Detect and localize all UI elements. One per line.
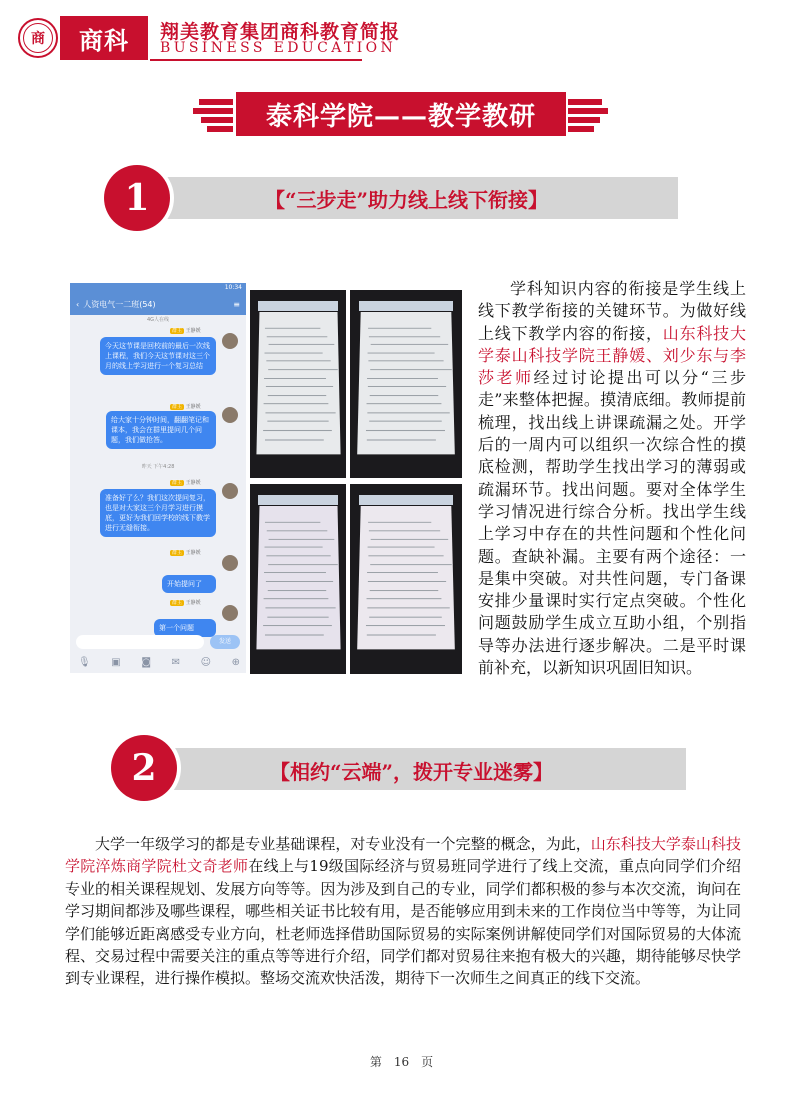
header-divider (150, 59, 362, 61)
seal-text: 商 (31, 31, 45, 47)
menu-icon: ≡ (233, 299, 240, 309)
document-text-line (371, 539, 449, 540)
document-text-line (265, 522, 320, 523)
banner-title: 泰科学院——教学教研 (236, 92, 566, 136)
document-text-line (367, 547, 435, 548)
document-photo (250, 290, 346, 478)
section-2-title: 【相约“云端”，拨开专业迷雾】 (270, 760, 554, 784)
chat-message: 准备好了么？我们这次提问复习，也是对大家这三个月学习进行摸底，更好为我们回学校的线下教学进行无缝衔接。 (100, 489, 216, 537)
sender-tag: 群主 王静媛 (172, 550, 201, 556)
document-text-line (368, 412, 450, 413)
chat-group-name: 人资电气一二班(54) (83, 299, 156, 309)
chat-time-divider: 昨天 下午4:28 (141, 464, 175, 470)
document-text-line (367, 439, 436, 440)
chat-input (76, 635, 204, 649)
document-text-line (369, 555, 444, 556)
document-text-line (367, 634, 436, 635)
document-text-line (368, 581, 446, 582)
document-text-line (265, 439, 324, 440)
chat-message: 第一个问题 (154, 619, 216, 637)
document-text-line (370, 564, 451, 565)
mic-icon: 🎙 (78, 657, 91, 668)
document-text-line (264, 598, 328, 599)
document-text-line (366, 598, 441, 599)
document-photo (250, 484, 346, 674)
document-text-line (266, 336, 327, 337)
document-text-line (266, 555, 330, 556)
document-photo (350, 290, 462, 478)
document-text-line (368, 328, 432, 329)
document-text-line (265, 547, 323, 548)
sender-avatar (222, 605, 238, 621)
image-icon: ▣ (111, 657, 121, 668)
header-title: 翔美教育集团商科教育简报 (160, 21, 401, 43)
document-text-line (263, 430, 331, 431)
sender-avatar (222, 407, 238, 423)
envelope-icon: ✉ (171, 657, 180, 668)
document-text-line (264, 377, 325, 378)
document-text-line (268, 564, 338, 565)
camera-icon: ◙ (141, 657, 152, 668)
document-text-line (369, 530, 440, 531)
document-text-line (367, 572, 438, 573)
document-text-line (268, 344, 334, 345)
chat-send-button: 发送 (210, 635, 240, 649)
document-text-line (267, 590, 326, 591)
section-1-number: 1 (104, 165, 170, 231)
phone-status-bar: 10:34 (70, 283, 246, 293)
document-text-line (369, 361, 444, 362)
banner-stripes-right (566, 98, 608, 134)
document-text-line (266, 386, 333, 387)
highlight-teachers: 山东科技大学泰山科技学院王静媛、刘少东与李莎老师 (478, 323, 746, 388)
document-text-line (370, 369, 451, 370)
chat-group-sub: 4G人在线 (146, 317, 170, 323)
document-text-line (368, 386, 446, 387)
sender-avatar (222, 333, 238, 349)
document-text-line (267, 616, 329, 617)
chat-screenshot (70, 283, 246, 673)
document-text-line (369, 421, 441, 422)
highlight-teacher: 山东科技大学泰山科技学院淬炼商学院杜文奇老师 (65, 835, 741, 876)
document-text-line (263, 625, 331, 626)
chat-toolbar (78, 657, 240, 668)
document-text-line (370, 590, 438, 591)
document-text-line (365, 430, 444, 431)
section-2-number: 2 (111, 735, 177, 801)
document-text-line (266, 581, 333, 582)
document-text-line (265, 634, 324, 635)
document-text-line (370, 395, 438, 396)
document-photo (350, 484, 462, 674)
document-text-line (369, 616, 441, 617)
sender-tag: 群主 王静媛 (172, 404, 201, 410)
document-text-line (368, 522, 432, 523)
document-text-line (367, 377, 438, 378)
document-text-line (265, 412, 336, 413)
document-text-line (265, 328, 320, 329)
chat-message: 给大家十分钟时间，翻翻笔记和课本，我会在群里提问几个问题，我们做抢答。 (106, 411, 216, 449)
document-text-line (368, 607, 450, 608)
sender-tag: 群主 王静媛 (172, 600, 201, 606)
document-text-line (366, 403, 441, 404)
plus-icon: ⊕ (231, 657, 240, 668)
chat-message: 今天这节课是回校前的最后一次线上课程，我们今天这节课对这三个月的线上学习进行一个复习总结 (100, 337, 216, 375)
section-2-paragraph: 大学一年级学习的都是专业基础课程，对专业没有一个完整的概念，为此，山东科技大学泰山科技学院淬炼商学院杜文奇老师在线上与19级国际经济与贸易班同学进行了线上交流，重点向同学们介绍专业的相关课程规划、发展方向等等。因为涉及到自己的专业，同学们都积极的参与本次交流，询问在学习期间都涉及哪些课程，哪些相关证书比较有用，是否能够应用到未来的工作岗位当中等等，为让同学们能够近距离感受专业方向，杜老师选择借助国际贸易的实际案例讲解使同学们对国际贸易的大体流程、交易过程中需要关注的重点等等进行介绍，同学们都对贸易往来抱有极大的兴趣，期待能够尽快学到专业课程，进行操作模拟。整场交流欢快活泼，期待下一次师生之间真正的线下交流。 (65, 835, 741, 988)
document-text-line (365, 625, 444, 626)
sender-avatar (222, 555, 238, 571)
document-text-line (266, 530, 327, 531)
sender-tag: 群主 王静媛 (172, 328, 201, 334)
document-text-line (268, 539, 334, 540)
emoji-icon: ☺ (200, 657, 211, 668)
sender-avatar (222, 483, 238, 499)
banner-stripes-left (193, 98, 235, 134)
header-subtitle: BUSINESS EDUCATION (160, 40, 397, 56)
document-text-line (265, 352, 323, 353)
document-text-line (369, 336, 440, 337)
back-icon: ‹ (76, 299, 80, 309)
document-text-line (265, 607, 336, 608)
document-text-line (264, 572, 325, 573)
page-number: 第 16 页 (369, 1055, 434, 1069)
document-text-line (266, 361, 330, 362)
chat-message: 开始提问了 (162, 575, 216, 593)
document-text-line (268, 369, 338, 370)
brand-logo: 商科 (60, 16, 148, 60)
section-1-paragraph: 学科知识内容的衔接是学生线上线下教学衔接的关键环节。为做好线上线下教学内容的衔接，山东科技大学泰山科技学院王静媛、刘少东与李莎老师经过讨论提出可以分“三步走”来整体把握。摸清底细。教师提前梳理，找出线上讲课疏漏之处。开学后的一周内可以组织一次综合性的摸底检测，帮助学生找出学习的薄弱或疏漏环节。找出问题。要对全体学生学习情况进行综合分析。找出学生线上学习中存在的共性问题和个性化问题。查缺补漏。主要有两个途径：一是集中突破。对共性问题，专门备课安排少量课时实行定点突破。个性化问题鼓励学生成立互助小组，个别指导等办法进行逐步解决。二是平时课前补充，以新知识巩固旧知识。 (478, 279, 746, 678)
document-text-line (267, 421, 329, 422)
document-text-line (371, 344, 449, 345)
document-text-line (367, 352, 435, 353)
document-text-line (264, 403, 328, 404)
section-1-title: 【“三步走”助力线上线下衔接】 (265, 188, 549, 212)
document-text-line (267, 395, 326, 396)
school-seal-logo (18, 18, 58, 58)
sender-tag: 群主 王静媛 (172, 480, 201, 486)
chat-header (70, 293, 246, 315)
